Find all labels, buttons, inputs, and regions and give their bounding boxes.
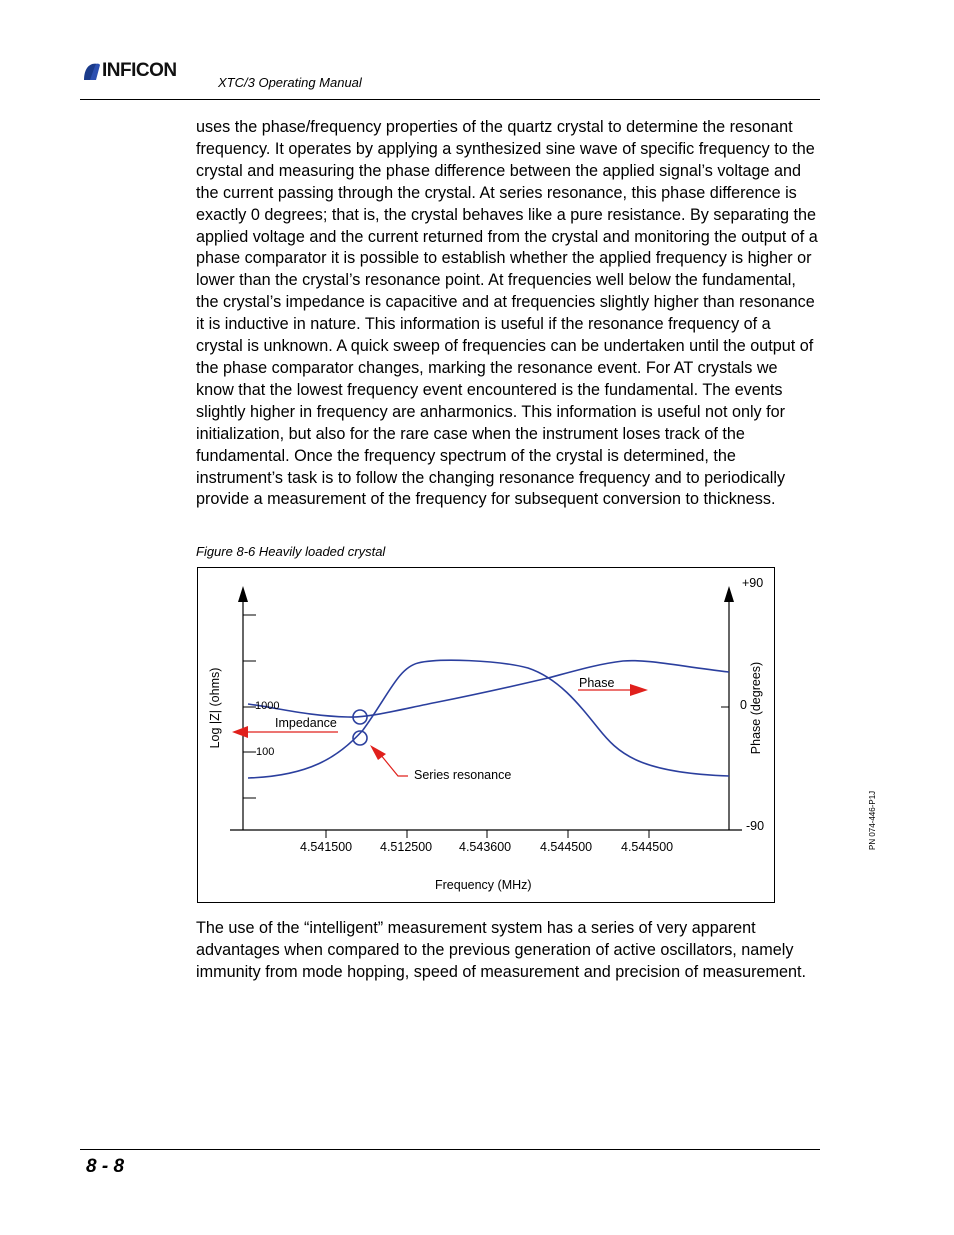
impedance-arrow-head bbox=[232, 726, 248, 738]
series-resonance-pointer bbox=[380, 754, 408, 776]
impedance-annotation: Impedance bbox=[275, 716, 337, 730]
right-axis-arrow bbox=[724, 586, 734, 602]
figure-caption: Figure 8-6 Heavily loaded crystal bbox=[196, 544, 386, 559]
footer-divider bbox=[80, 1149, 820, 1150]
body-paragraph-2: The use of the “intelligent” measurement system has a series of very apparent advantages when compared to the previous generation of active oscillators, namely immunity from mode hopping, speed of measurement and precision of measurement. bbox=[196, 919, 807, 981]
phase-arrow-head bbox=[630, 684, 648, 696]
series-curve-impedance-shape bbox=[248, 661, 729, 717]
right-tick-label-0: 0 bbox=[740, 698, 747, 712]
x-tick-label-4: 4.544500 bbox=[540, 840, 593, 854]
x-tick-label-5: 4.544500 bbox=[621, 840, 674, 854]
manual-title: XTC/3 Operating Manual bbox=[218, 75, 362, 90]
right-tick-label-minus90: -90 bbox=[746, 819, 765, 833]
body-paragraph-1: uses the phase/frequency properties of the quartz crystal to determine the resonant frequency. It operates by applying a synthesized sine wave of specific frequency to the crystal and measuring the phase difference between the applied signal’s voltage and the current passing through the crystal. At series resonance, this phase difference is exactly 0 degrees; that is, the crystal behaves like a pure resistance. By separating the applied voltage and the current returned from the crystal and monitoring the output of a phase comparator it is possible to establish whether the applied frequency is higher or lower than the crystal’s resonance point. At frequencies well below the fundamental, the crystal’s impedance is capacitive and at frequencies slightly higher than resonance it is inductive in nature. This information is useful if the resonance frequency of a crystal is unknown. A quick sweep of frequencies can be undertaken until the output of the phase comparator changes, marking the resonance event. For AT crystals we know that the lowest frequency event encountered is the fundamental. The events slightly higher in frequency are anharmonics. This information is useful not only for initialization, but also for the rare case when the instrument loses track of the fundamental. Once the frequency spectrum of the crystal is determined, the instrument’s task is to follow the changing resonance frequency and to periodically provide a measurement of the frequency for subsequent conversion to thickness. bbox=[196, 118, 818, 509]
figure-heavily-loaded-crystal bbox=[197, 567, 775, 903]
x-tick-label-2: 4.512500 bbox=[380, 840, 433, 854]
left-tick-label-100: 100 bbox=[256, 746, 275, 758]
series-resonance-annotation: Series resonance bbox=[414, 768, 512, 782]
x-tick-label-1: 4.541500 bbox=[300, 840, 353, 854]
header-divider bbox=[80, 99, 820, 100]
left-tick-label-1000: 1000 bbox=[255, 700, 280, 712]
right-axis-label: Phase (degrees) bbox=[749, 661, 763, 755]
x-axis-label: Frequency (MHz) bbox=[435, 878, 532, 892]
left-axis-label: Log |Z| (ohms) bbox=[208, 667, 222, 749]
phase-annotation: Phase bbox=[579, 676, 615, 690]
page-number: 8 - 8 bbox=[86, 1156, 125, 1177]
x-tick-label-3: 4.543600 bbox=[459, 840, 512, 854]
left-axis-arrow bbox=[238, 586, 248, 602]
part-number: PN 074-446-P1J bbox=[868, 790, 877, 850]
logo-text: INFICON bbox=[102, 60, 177, 81]
right-tick-label-plus90: +90 bbox=[742, 576, 764, 590]
